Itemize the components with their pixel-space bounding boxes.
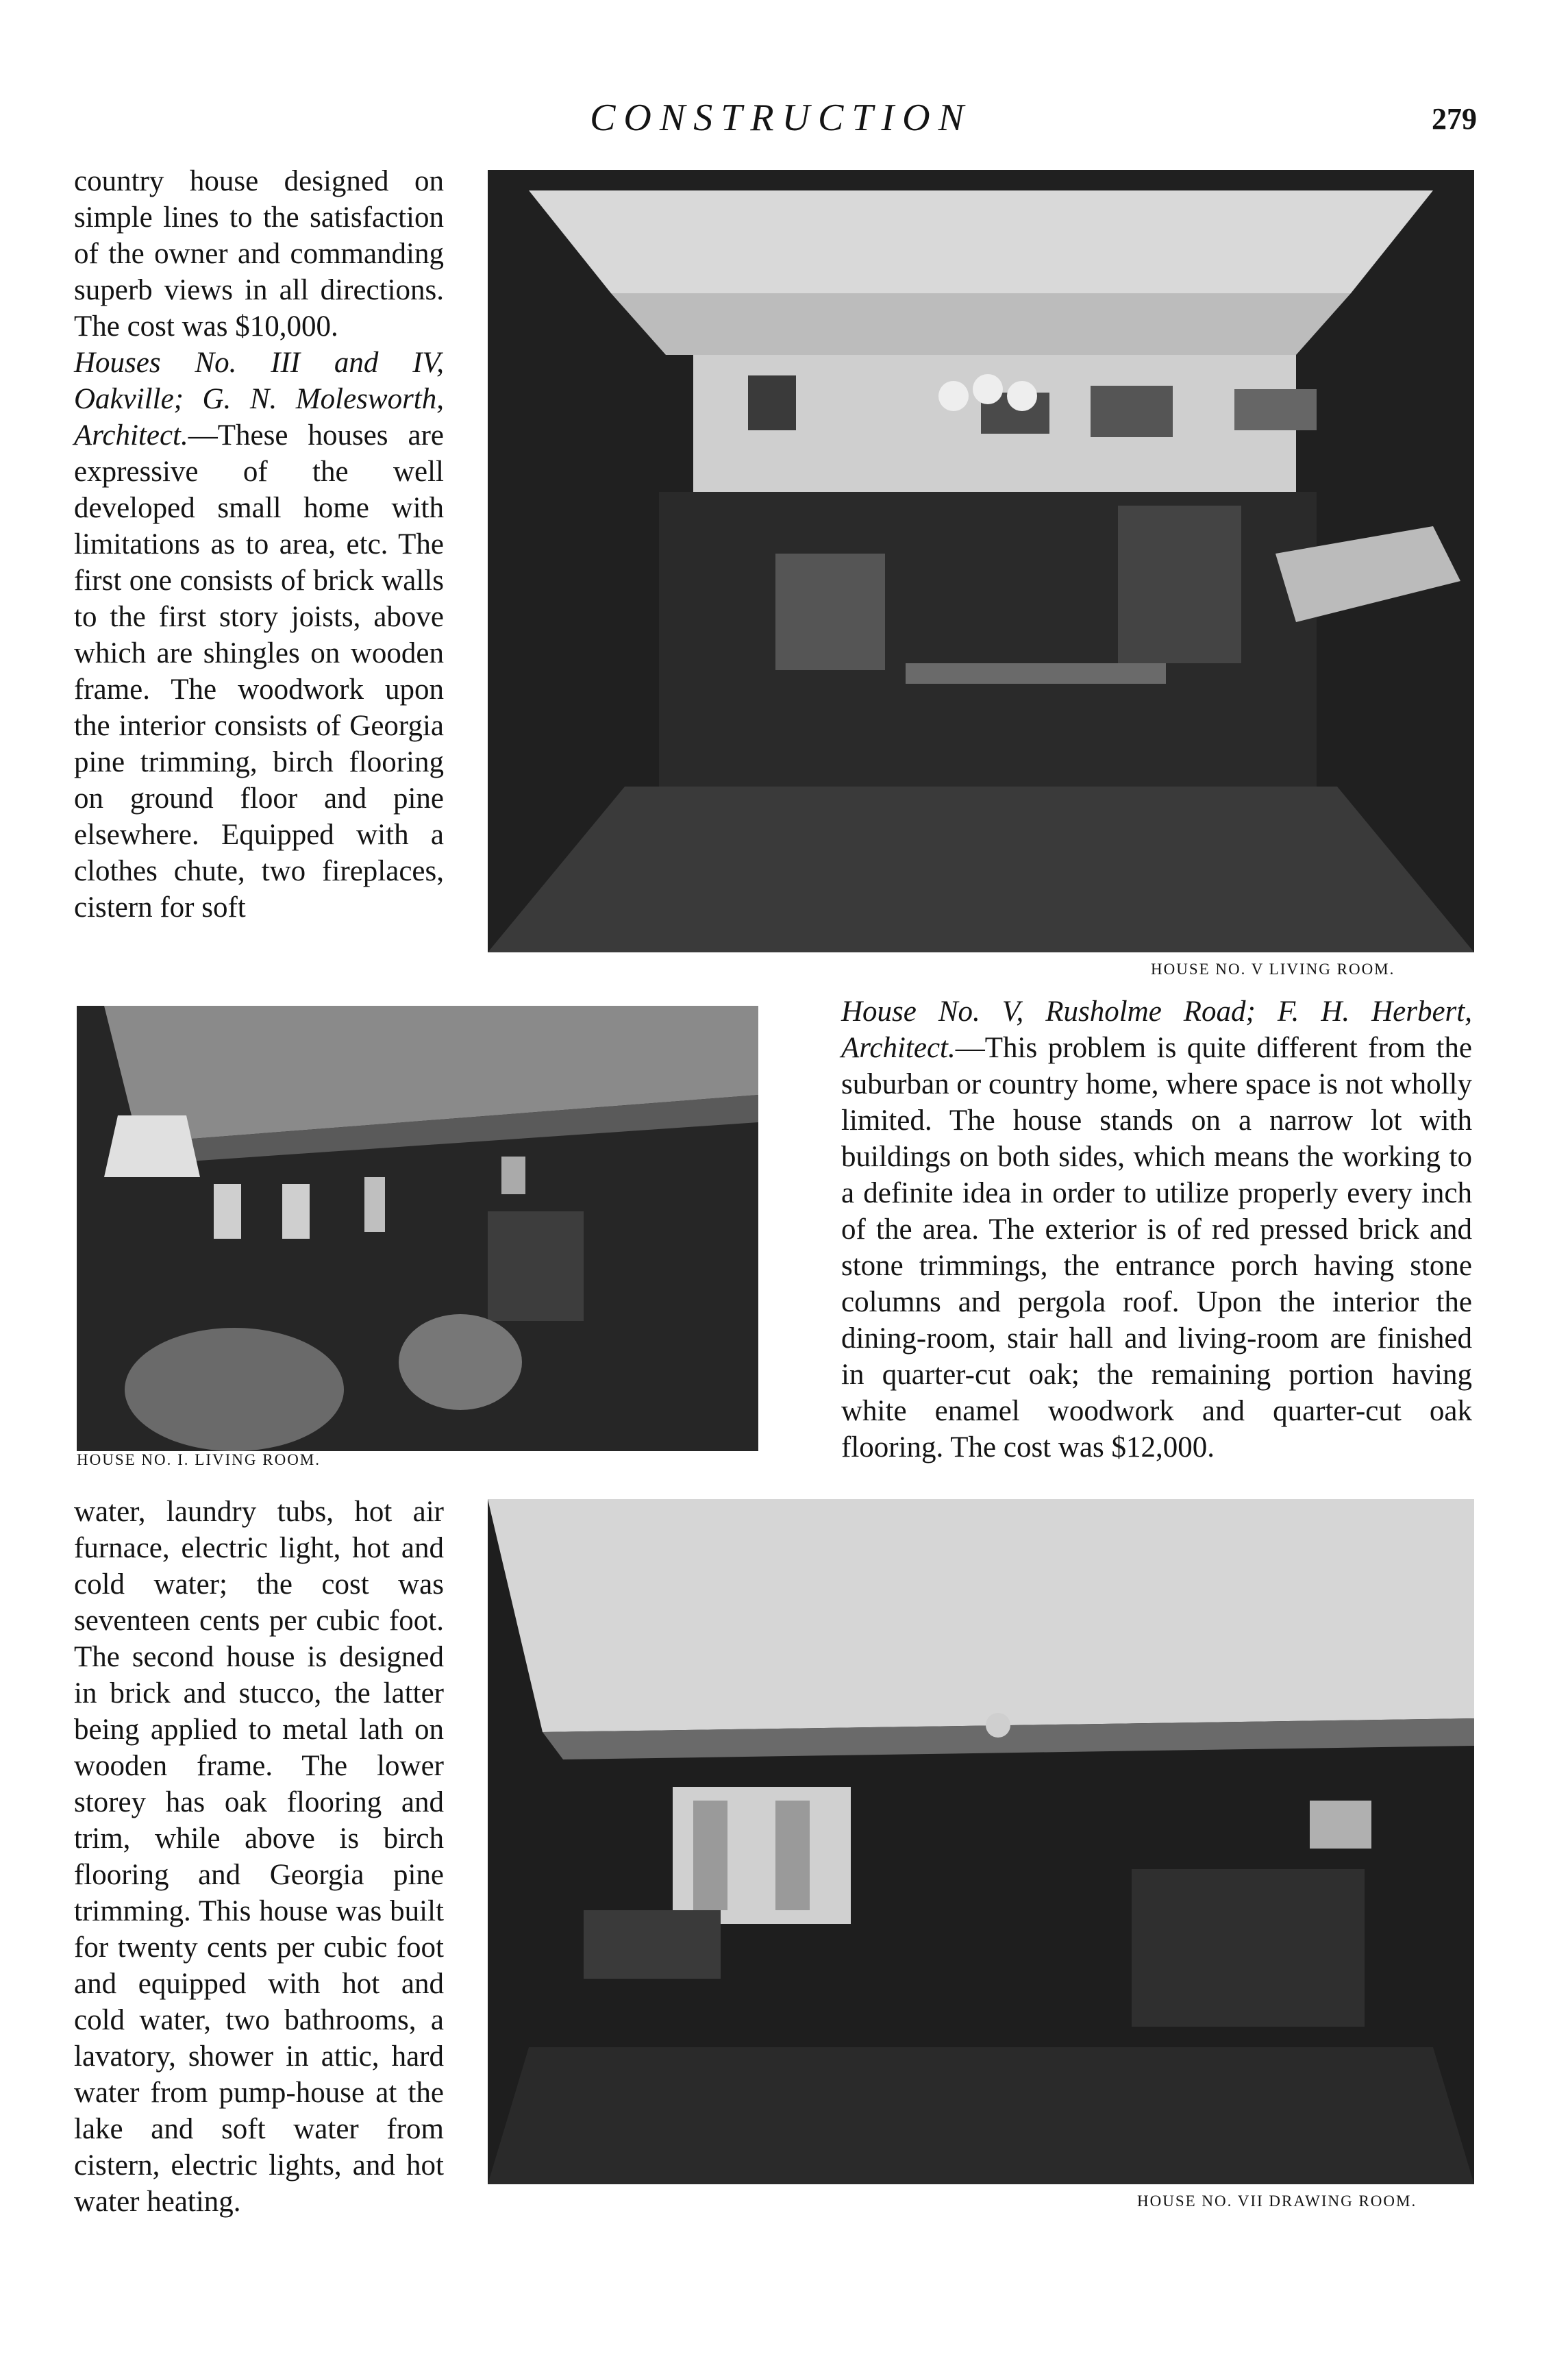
column-1-text [74, 163, 444, 926]
page-number: 279 [1432, 102, 1477, 136]
houses-3-4-text: —These houses are expressive of the well developed small home with limitations as to area, etc. The first one consists of brick walls to the first story joists, above which are shingles on wooden frame. The woodwork upon the interior consists of Georgia pine trimming, birch flooring on ground floor and pine elsewhere. Equipped with a clothes chute, two fireplaces, cistern for soft [74, 419, 444, 924]
house-5-text [841, 993, 1472, 1466]
photo-house-5-living-room [488, 170, 1474, 952]
caption-house-5-living-room: HOUSE NO. V LIVING ROOM. [1151, 961, 1395, 978]
houses-3-4-heading: Houses No. III and IV, Oakville; G. N. Molesworth, Architect. [74, 347, 444, 452]
running-title: CONSTRUCTION [590, 97, 972, 139]
intro-paragraph: country house designed on simple lines to the satisfaction of the owner and commanding superb views in all directions. The cost was $10,000. [74, 165, 444, 343]
column-1 [74, 163, 444, 926]
photo-house-7-drawing-room [488, 1499, 1474, 2184]
caption-house-7-drawing-room: HOUSE NO. VII DRAWING ROOM. [1137, 2192, 1417, 2210]
house-5-body: —This problem is quite different from the suburban or country home, where space is not wholly limited. The house stands on a narrow lot with buildings on both sides, which means the working to a definite idea in order to utilize properly every inch of the area. The exterior is of red pressed brick and stone trimmings, the entrance porch having stone columns and pergola roof. Upon the interior the dining-room, stair hall and living-room are finished in quarter-cut oak; the remaining portion having white enamel woodwork and quarter-cut oak flooring. The cost was $12,000. [841, 1032, 1472, 1463]
house-5-heading: House No. V, Rusholme Road; F. H. Herbert, Architect. [841, 996, 1472, 1064]
photo-house-1-living-room [77, 1006, 758, 1451]
house-5-description [841, 993, 1472, 1466]
column-2 [74, 1494, 444, 2220]
column-2-text: water, laundry tubs, hot air furnace, electric light, hot and cold water; the cost was seventeen cents per cubic foot. The second house is designed in brick and stucco, the latter being applied to metal lath on wooden frame. The lower storey has oak flooring and trim, while above is birch flooring and Georgia pine trimming. This house was built for twenty cents per cubic foot and equipped with hot and cold water, two bathrooms, a lavatory, shower in attic, hard water from pump-house at the lake and soft water from cistern, electric lights, and hot water heating. [74, 1496, 444, 2218]
caption-house-1-living-room: HOUSE NO. I. LIVING ROOM. [77, 1451, 321, 1468]
